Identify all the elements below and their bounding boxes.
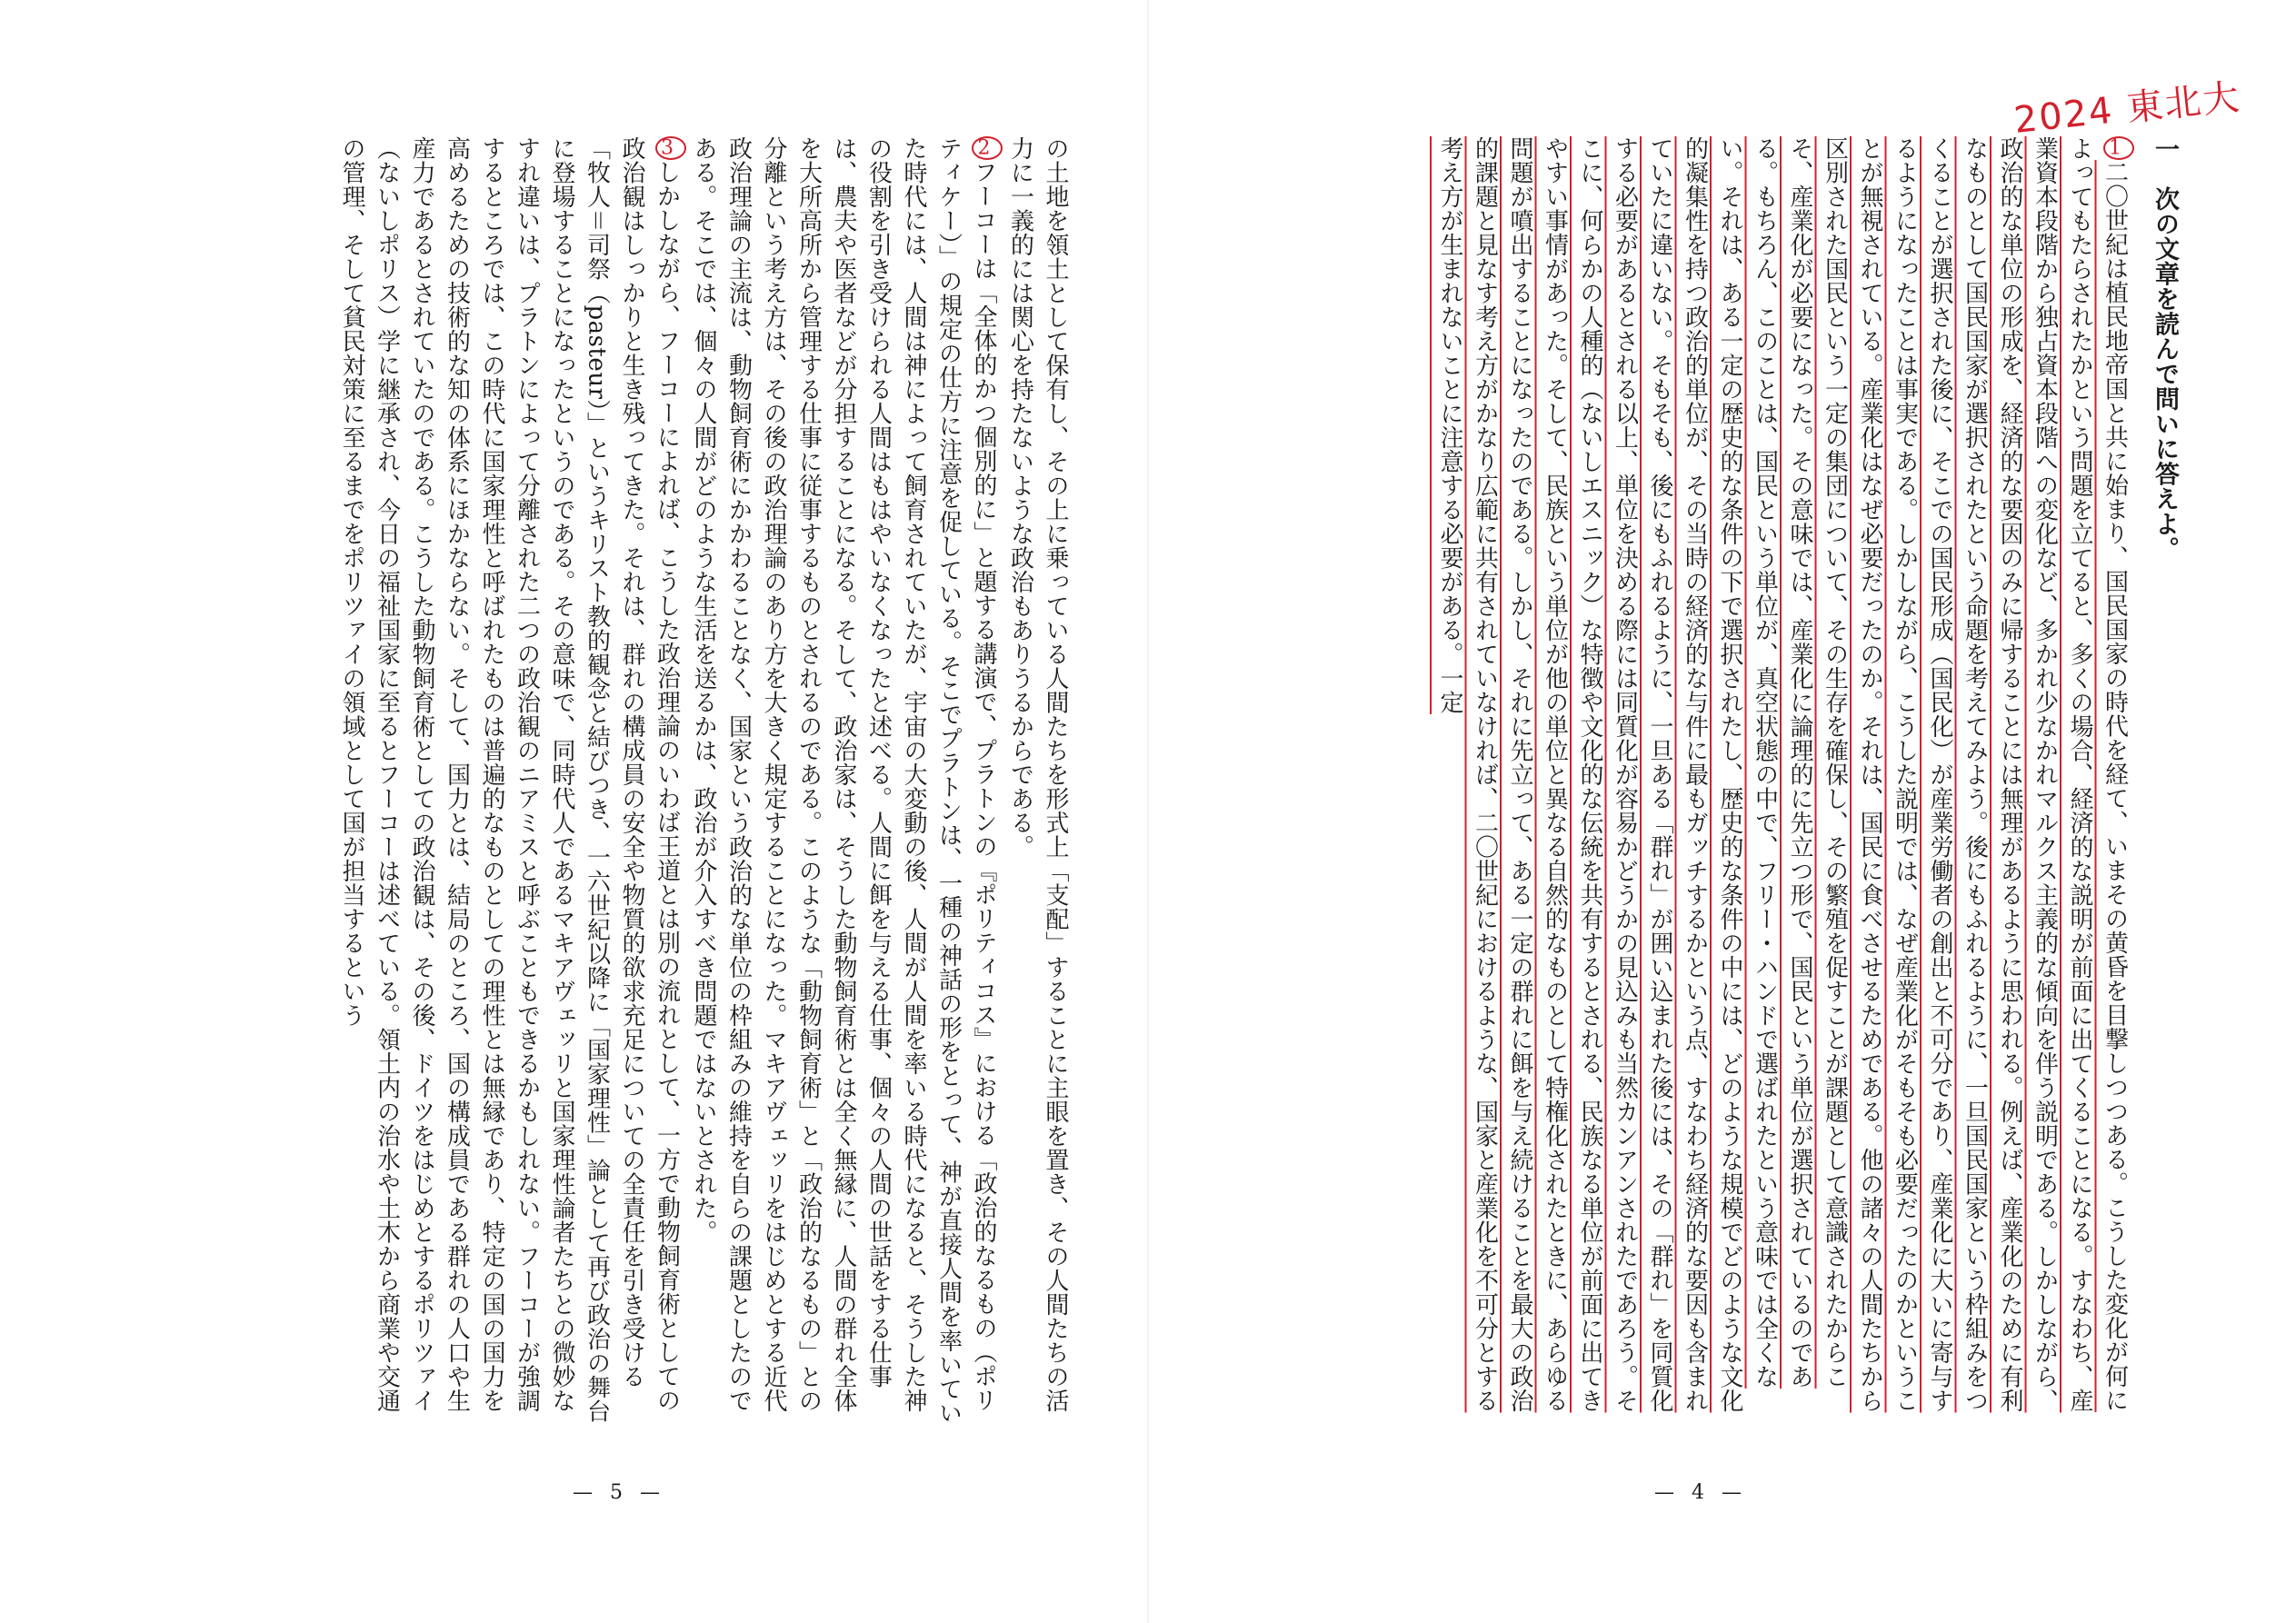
right-page-text [1433, 136, 2182, 1427]
question-number: 一 [2151, 136, 2179, 162]
paragraph-1-text: 二〇世紀は植民地帝国と共に始まり、国民国家の時代を経て、いまその黄昏を目撃しつつある。こうした変化が何によってもたらされたかという問題を立てると、多くの場合、経済的な説明が前面に出てくることになる。すなわち、産業資本段階から独占資本段階への変化など、多かれ少なかれマルクス主義的な傾向を伴う説明である。しかしながら、政治的な単位の形成を、経済的な要因のみに帰することには無理があるように思われる。例えば、産業化のために有利なものとして国民国家が選択されたという命題を考えてみよう。後にもふれるように、一旦国民国家という枠組みをつくることが選択された後に、そこでの国民形成（国民化）が産業労働者の創出と不可分であり、産業化に大いに寄与するようになったことは事実である。しかしながら、こうした説明では、なぜ産業化がそもそも必要だったのかということが無視されている。産業化はなぜ必要だったのか。それは、国民に食べさせるためである。他の諸々の人間たちから区別された国民という一定の集団について、その生存を確保し、その繁殖を促すことが課題として意識されたからこそ、産業化が必要になった。その意味では、産業化に論理的に先立つ形で、国民という単位が選択されているのである。もちろん、このことは、国民という単位が、真空状態の中で、フリー・ハンドで選ばれたという意味では全くない。それは、ある一定の歴史的な条件の下で選択されたし、歴史的な条件の中には、どのような規模でどのような文化的凝集性を持つ政治的単位が、その当時の経済的な与件に最もガッチするかという点、すなわち経済的な要因も含まれていたに違いない。そもそも、後にもふれるように、一旦ある「群れ」が囲い込まれた後には、その「群れ」を同質化する必要があるとされる以上、単位を決める際には同質化が容易かどうかの見込みも当然カンアンされたであろう。そこに、何らかの人種的（ないしエスニック）な特徴や文化的な伝統を共有するとされる、民族なる単位が前面に出てきやすい事情があった。そして、民族という単位が他の単位と異なる自然的なものとして特権化されたときに、あらゆる問題が噴出することになったのである。しかし、それに先立って、ある一定の群れに餌を与え続けることを最大の政治的課題と見なす考え方がかなり広範に共有されていなければ、二〇世紀におけるような、国家と産業化を不可分とする考え方が生まれないことに注意する必要がある。一定 [1436, 136, 2129, 1413]
page-left [136, 136, 1073, 1504]
paragraph-3-text: しかしながら、フーコーによれば、こうした政治理論のいわば王道とは別の流れとして、一方で動物飼育術としての政治観はしっかりと生き残ってきた。それは、群れの構成員の安全や物質的欲求充足についての全責任を引き受ける「牧人＝司祭（pasteur）」というキリスト教的観念と結びつき、一六世紀以降に「国家理性」論として再び政治の舞台に登場することになったというのである。その意味で、同時代人であるマキアヴェッリと国家理性論者たちとの微妙なすれ違いは、プラトンによって分離された二つの政治観のニアミスと呼ぶこともできるかもしれない。フーコーが強調するところでは、この時代に国家理性と呼ばれたものは普遍的なものとしての理性とは無縁であり、特定の国の国力を高めるための技術的な知の体系にほかならない。そして、国力とは、結局のところ、国の構成員である群れの人口や生産力であるとされていたのである。こうした動物飼育術としての政治観は、その後、ドイツをはじめとするポリツァイ（ないしポリス）学に継承され、今日の福祉国家に至るとフーコーは述べている。領土内の治水や土木から商業や交通の管理、そして貧民対策に至るまでをポリツァイの領域として国が担当するという [338, 136, 681, 1423]
page-number-5: — 5 — [573, 1481, 665, 1504]
paragraph-marker-2: 2 [972, 136, 1003, 160]
handwritten-stamp: 2024 東北大 [2011, 76, 2243, 142]
page-right [1182, 136, 2181, 1504]
paragraph-1 [1433, 136, 2134, 1427]
page-gutter [1147, 0, 1149, 1623]
paragraph-3 [334, 136, 686, 1427]
paragraph-2 [686, 136, 1003, 1427]
page-number-4: — 4 — [1654, 1481, 1747, 1504]
paragraph-marker-1: 1 [2103, 136, 2134, 160]
paragraph-continued: の土地を領土として保有し、その上に乗っている人間たちを形式上「支配」することに主眼を置き、その人間たちの活力に一義的には関心を持たないような政治もありうるからである。 [1006, 136, 1069, 1413]
left-page-text [334, 136, 1073, 1427]
paragraph-marker-3: 3 [655, 136, 686, 160]
question-heading [2147, 136, 2182, 1427]
question-instruction: 次の文章を読んで問いに答えよ。 [2151, 186, 2179, 562]
paragraph-2-text: フーコーは「全体的かつ個別的に」と題する講演で、プラトンの『ポリティコス』における「政治的なるもの（ポリティケー）」の規定の仕方に注意を促している。そこでプラトンは、一種の神話の形をとって、神が直接人間を率いていた時代には、人間は神によって飼育されていたが、宇宙の大変動の後、人間が人間を率いる時代になると、そうした神の役割を引き受けられる人間はもはやいなくなったと述べる。人間に餌を与える仕事、個々の人間の世話をする仕事は、農夫や医者などが分担することになる。そして、政治家は、そうした動物飼育術とは全く無縁に、人間の群れ全体を大所高所から管理する仕事に従事するものとされるのである。このような「動物飼育術」と「政治的なるもの」との分離という考え方は、その後の政治理論のあり方を大きく規定することになった。マキアヴェッリをはじめとする近代政治理論の主流は、動物飼育術にかかわることなく、国家という政治的な単位の枠組みの維持を自らの課題としたのである。そこでは、個々の人間がどのような生活を送るかは、政治が介入すべき問題ではないとされた。 [690, 136, 997, 1425]
